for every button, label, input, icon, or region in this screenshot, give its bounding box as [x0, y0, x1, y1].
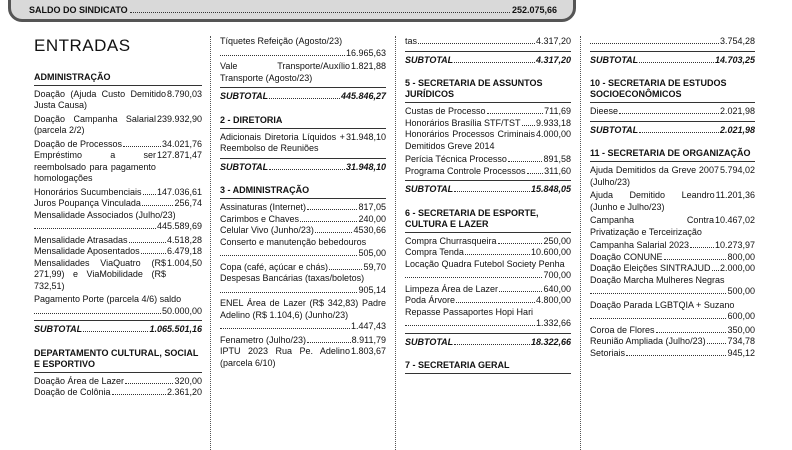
column-divider	[580, 36, 581, 450]
ledger-entry: Conserto e manutenção bebedouros 505,00	[220, 236, 386, 258]
section-title-juridicos: 5 - SECRETARIA DE ASSUNTOS JURÍDICOS	[405, 78, 571, 103]
ledger-entry: Copa (café, açúcar e chás) 59,70	[220, 261, 386, 272]
ledger-entry: Doação Parada LGBTQIA + Suzano 600,00	[590, 299, 755, 321]
section-title-esporte: 6 - SECRETARIA DE ESPORTE, CULTURA E LAZER	[405, 208, 571, 233]
ledger-entry: Coroa de Flores 350,00	[590, 324, 755, 335]
ledger-entry: Locação Quadra Futebol Society Penha 700,00	[405, 258, 571, 280]
ledger-entry: Mensalidade Aposentados 6.479,18	[34, 246, 202, 256]
ledger-entry: Mensalidade Atrasadas 4.518,28	[34, 234, 202, 245]
ledger-entry: Repasse Passaportes Hopi Hari 1.332,66	[405, 306, 571, 328]
ledger-entry: Mensalidade Associados (Julho/23) 445.589,69	[34, 209, 202, 231]
subtotal-line: SUBTOTAL 2.021,98	[590, 121, 755, 137]
column-4	[590, 36, 755, 359]
column-3	[405, 36, 571, 377]
section-title-organizacao: 11 - SECRETARIA DE ORGANIZAÇÃO	[590, 148, 755, 162]
ledger-entry: Campanha Contra Privatização e Terceirização 10.467,02	[590, 215, 755, 237]
ledger-entry: tas 4.317,20	[405, 36, 571, 46]
section-title-geral: 7 - SECRETARIA GERAL	[405, 360, 571, 374]
ledger-entry: Doação de Colônia 2.361,20	[34, 387, 202, 397]
ledger-entry: Honorários Sucumbenciais 147.036,61	[34, 186, 202, 197]
column-divider	[210, 36, 211, 450]
entradas-heading: ENTRADAS	[34, 36, 131, 55]
ledger-entry: Doação Área de Lazer 320,00	[34, 375, 202, 386]
ledger-entry: Empréstimo a ser reembolsado para pagamento homologações 127.871,47	[34, 150, 202, 183]
ledger-entry: Compra Churrasqueira 250,00	[405, 235, 571, 246]
ledger-entry: Compra Tenda 10.600,00	[405, 247, 571, 257]
ledger-entry: Doação Campanha Salarial (parcela 2/2) 239.932,90	[34, 113, 202, 135]
subtotal-line: SUBTOTAL 15.848,05	[405, 180, 571, 196]
saldo-box	[8, 0, 576, 22]
column-1	[34, 38, 202, 399]
ledger-entry: Custas de Processo 711,69	[405, 106, 571, 116]
ledger-entry: Programa Controle Processos 311,60	[405, 165, 571, 176]
section-title-diretoria: 2 - DIRETORIA	[220, 115, 386, 129]
section-title-administracao-saidas: 3 - ADMINISTRAÇÃO	[220, 185, 386, 199]
ledger-entry: Doação Marcha Mulheres Negras 500,00	[590, 274, 755, 296]
ledger-entry: Doação de Processos 34.021,76	[34, 138, 202, 149]
ledger-entry: Limpeza Área de Lazer 640,00	[405, 283, 571, 294]
ledger-entry: Ajuda Demitido Leandro (Junho e Julho/23) 11.201,36	[590, 190, 755, 212]
ledger-entry: Doação (Ajuda Custo Demitido Justa Causa) 8.790,03	[34, 88, 202, 110]
ledger-entry: Assinaturas (Internet) 817,05	[220, 202, 386, 212]
saldo-line	[29, 5, 557, 16]
section-title-administracao: ADMINISTRAÇÃO	[34, 72, 202, 86]
section-title-estudos: 10 - SECRETARIA DE ESTUDOS SOCIOECONÔMICOS	[590, 78, 755, 103]
ledger-entry: Reunião Ampliada (Julho/23) 734,78	[590, 336, 755, 346]
subtotal-line: SUBTOTAL 31.948,10	[220, 158, 386, 174]
ledger-entry: ENEL Área de Lazer (R$ 342,83) Padre Adelino (R$ 1.104,6) (Junho/23) 1.447,43	[220, 298, 386, 331]
ledger-entry: Setoriais 945,12	[590, 347, 755, 358]
ledger-entry: Doação Eleições SINTRAJUD 2.000,00	[590, 263, 755, 273]
ledger-entry: Honorários Processos Criminais Demitidos Greve 2014 4.000,00	[405, 129, 571, 151]
ledger-entry: Campanha Salarial 2023 10.273,97	[590, 240, 755, 250]
ledger-entry: Pagamento Porte (parcela 4/6) saldo 50.000,00	[34, 294, 202, 316]
ledger-entry: Tíquetes Refeição (Agosto/23) 16.965,63	[220, 36, 386, 58]
ledger-entry: Juros Poupança Vinculada 256,74	[34, 198, 202, 208]
ledger-entry: Mensalidades ViaQuatro (R$ 271,99) e ViaMobilidade (R$ 732,51) 1.004,50	[34, 257, 202, 291]
subtotal-line: SUBTOTAL 445.846,27	[220, 87, 386, 103]
column-divider	[395, 36, 396, 450]
ledger-entry: Poda Árvore 4.800,00	[405, 295, 571, 305]
ledger-entry: Despesas Bancárias (taxas/boletos) 905,14	[220, 273, 386, 295]
subtotal-line: SUBTOTAL 4.317,20	[405, 51, 571, 67]
ledger-entry: IPTU 2023 Rua Pe. Adelino (parcela 6/10) 1.803,67	[220, 346, 386, 368]
ledger-entry: Doação CONUNE 800,00	[590, 251, 755, 262]
subtotal-line: SUBTOTAL 14.703,25	[590, 51, 755, 67]
column-2	[220, 36, 386, 371]
ledger-entry: Perícia Técnica Processo 891,58	[405, 154, 571, 164]
saldo-label: SALDO DO SINDICATO	[29, 5, 128, 15]
ledger-entry: Vale Transporte/Auxílio Transporte (Agosto/23) 1.821,88	[220, 61, 386, 83]
subtotal-line: SUBTOTAL 1.065.501,16	[34, 320, 202, 336]
ledger-entry: Fenametro (Julho/23) 8.911,79	[220, 334, 386, 345]
ledger-entry: Honorários Brasília STF/TST 9.933,18	[405, 117, 571, 128]
ledger-entry: Ajuda Demitidos da Greve 2007 (Julho/23) 5.794,02	[590, 165, 755, 187]
ledger-entry: Dieese 2.021,98	[590, 106, 755, 116]
ledger-entry: Carimbos e Chaves 240,00	[220, 213, 386, 224]
section-title-cultural: DEPARTAMENTO CULTURAL, SOCIAL E ESPORTIVO	[34, 348, 202, 373]
ledger-entry: Adicionais Diretoria Líquidos + Reembolso de Reuniões 31.948,10	[220, 131, 386, 153]
saldo-value: 252.075,66	[511, 5, 557, 15]
ledger-entry: Celular Vivo (Junho/23) 4530,66	[220, 225, 386, 235]
subtotal-line: SUBTOTAL 18.322,66	[405, 333, 571, 349]
ledger-entry: 3.754,28	[590, 36, 755, 48]
